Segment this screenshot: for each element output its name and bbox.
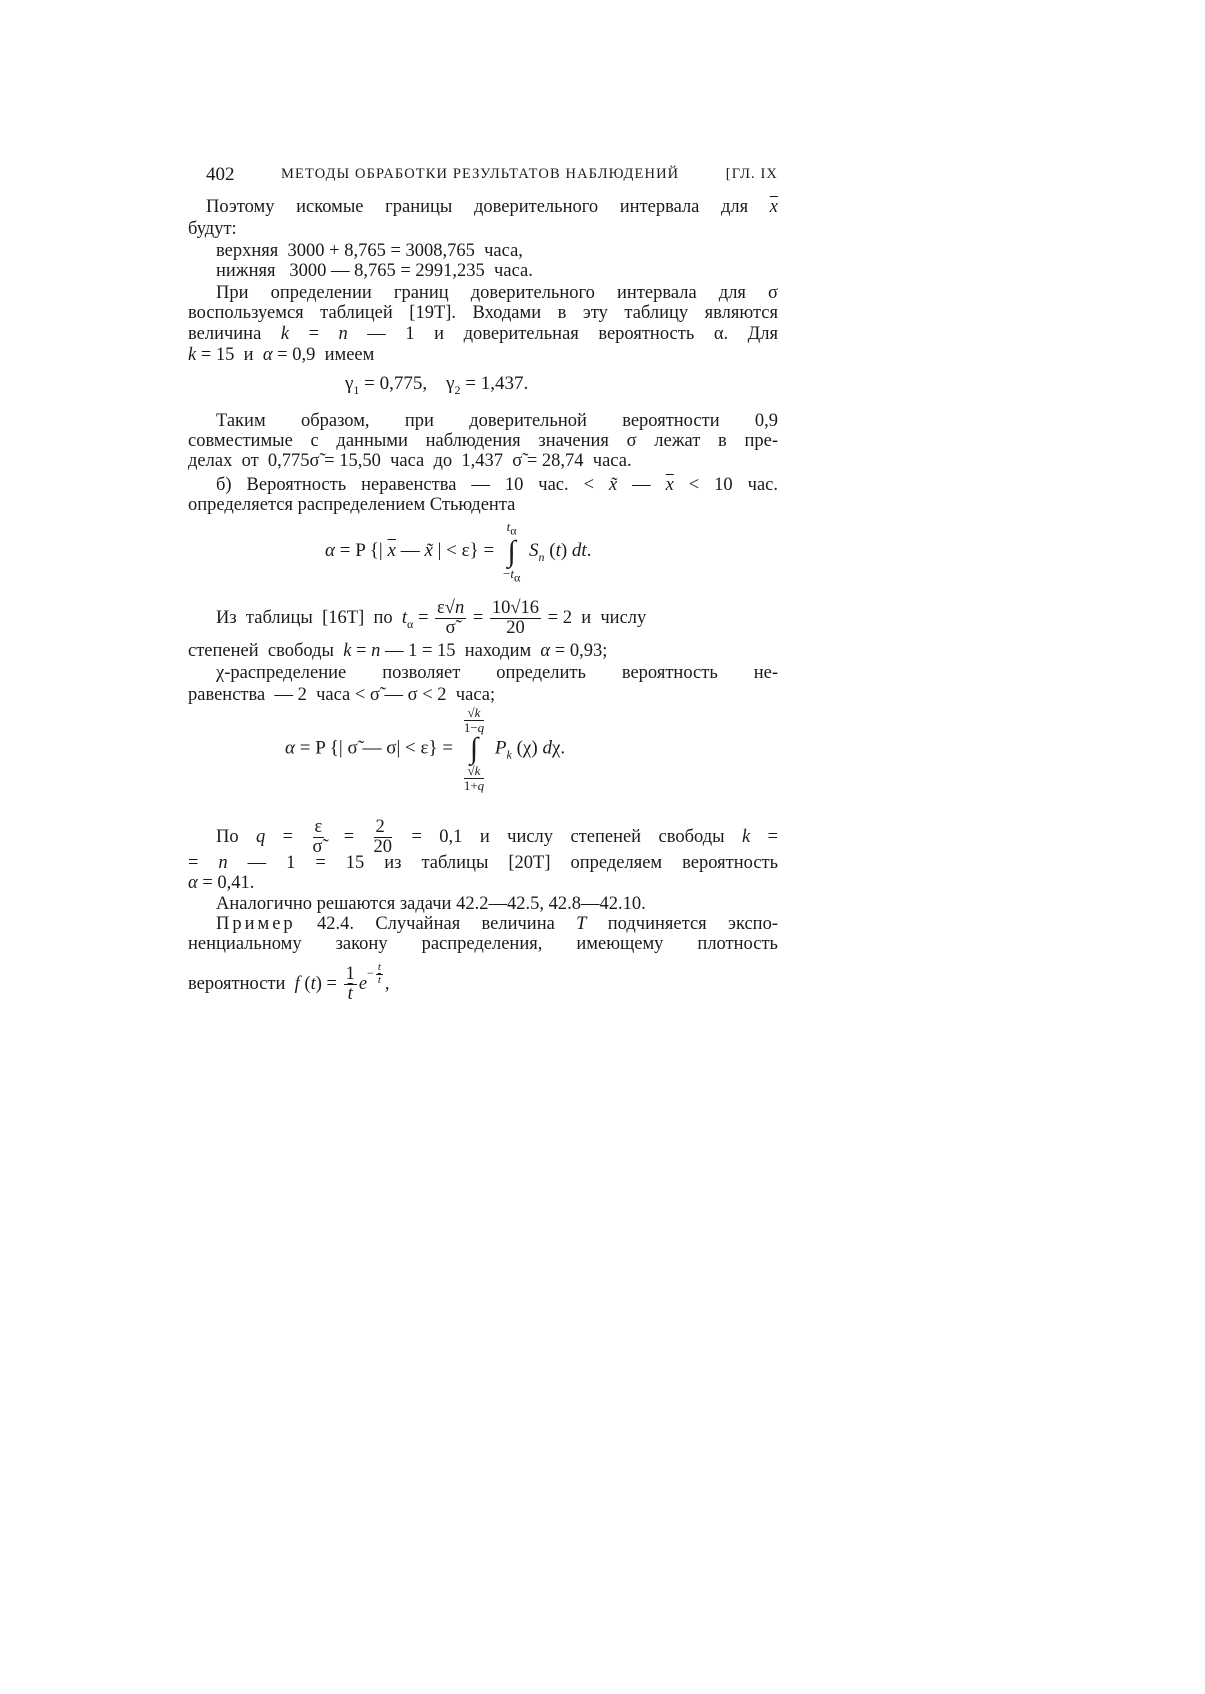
formula-gamma: $\gamma_1 = 0,775$, $\gamma_2 = 1,437$. [345, 373, 529, 397]
text-line: ненциальному закону распределения, имеющему плотность [188, 934, 778, 954]
text-line: По q = $\frac{\varepsilon}{\sigmã}$ = $\frac{2}{20}$ = 0,1 и числу степеней свободы k = [216, 817, 779, 858]
text-line: верхняя 3000 + 8,765 = 3008,765 часа, [216, 241, 523, 261]
text-line: б) Вероятность неравенства — 10 час. < x̃ — $\overline{x} < 10$ час. [216, 475, 778, 495]
integral-sign: $t_\alpha$ ∫ $-t_\alpha$ [502, 519, 521, 585]
text-line: делах от 0,775σ̃ = 15,50 часа до 1,437 σ̃ = 28,74 часа. [188, 451, 632, 471]
text-line: будут: [188, 219, 237, 239]
text-line: вероятности f (t) = $\frac{1}{t}$ $e^{- \frac{t}{t}}$ , [188, 961, 390, 1005]
formula-student: α = P {| $\overline{x}$ — x̃ | < ε} = $t_\alpha$ ∫ $-t_\alpha$ $S_n$ (t) dt. [325, 519, 592, 585]
integral-sign: √k 1−q ∫ √k 1+q [463, 705, 485, 793]
text-line: степеней свободы k = n — 1 = 15 находим α = 0,93; [188, 641, 608, 661]
text-line: величина k = n — 1 и доверительная вероятность α. Для [188, 324, 779, 344]
text-line: Аналогично решаются задачи 42.2—42.5, 42.8—42.10. [216, 894, 646, 914]
text-line: совместимые с данными наблюдения значения σ лежат в пре- [188, 431, 778, 451]
text-line: χ-распределение позволяет определить вероятность не- [216, 663, 778, 683]
text-line: равенства — 2 часа < σ̃ — σ < 2 часа; [188, 685, 496, 705]
page-number: 402 [206, 164, 235, 185]
text-line: Таким образом, при доверительной вероятности 0,9 [216, 411, 779, 431]
chapter-label: [ГЛ. IX [725, 166, 778, 182]
text-line: k = 15 и α = 0,9 имеем [188, 345, 375, 365]
text-line: Пример 42.4. Случайная величина T подчиняется экспо- [216, 914, 778, 934]
text-line: воспользуемся таблицей [19Т]. Входами в эту таблицу являются [188, 303, 778, 323]
text-line: Поэтому искомые границы доверительного интервала для $\overline{x}$ [206, 197, 779, 217]
formula-chi: α = P {| σ̃ — σ| < ε} = √k 1−q ∫ √k 1+q $P_k$ (χ) dχ. [285, 705, 566, 793]
text-line: Из таблицы [16Т] по $t_\alpha$ = $\frac{\varepsilon√n}{\sigmã}$ = $\frac{10√16}{20}$ = 2 и числу [216, 598, 647, 639]
text-line: нижняя 3000 — 8,765 = 2991,235 часа. [216, 261, 533, 281]
text-line: α = 0,41. [188, 873, 255, 893]
text-line: При определении границ доверительного интервала для σ [216, 283, 779, 303]
text-line: = n — 1 = 15 из таблицы [20Т] определяем вероятность [188, 853, 779, 873]
text-line: определяется распределением Стьюдента [188, 495, 516, 515]
running-title: МЕТОДЫ ОБРАБОТКИ РЕЗУЛЬТАТОВ НАБЛЮДЕНИЙ [281, 166, 680, 182]
